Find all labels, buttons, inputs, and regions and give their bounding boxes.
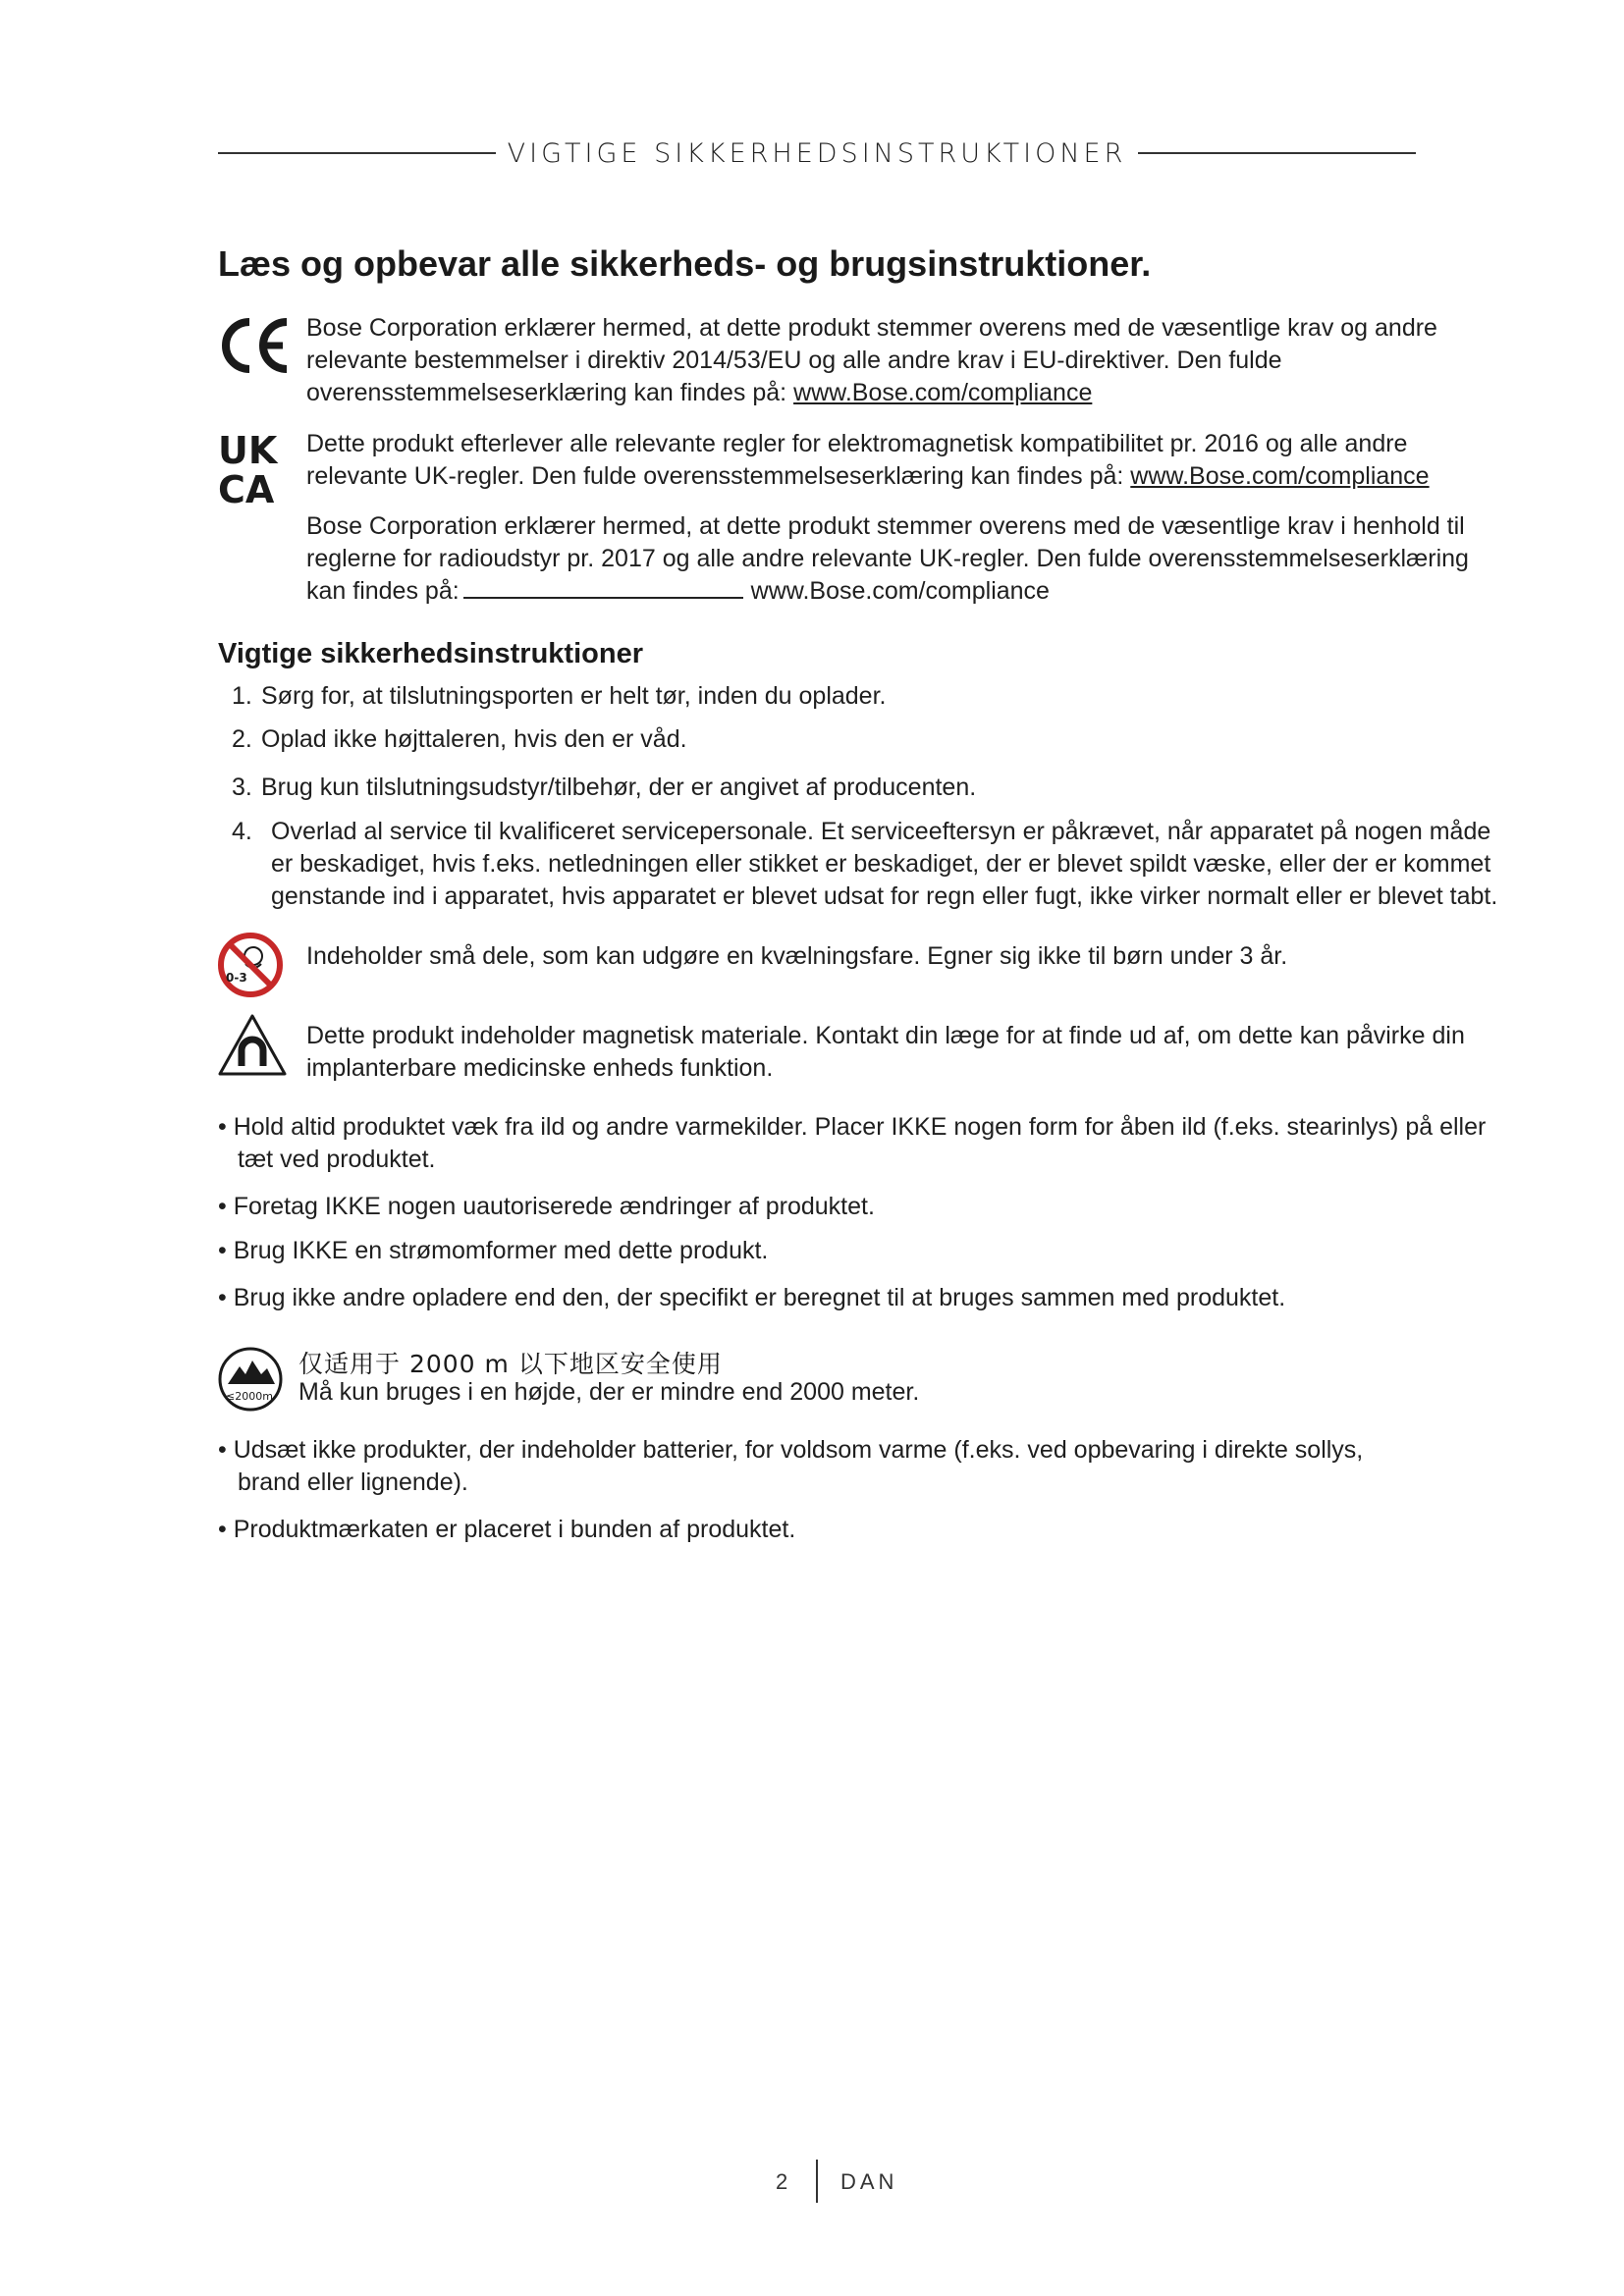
page-number: 2 <box>776 2169 788 2194</box>
ce-mark-icon <box>218 316 291 375</box>
ukca-mark-icon <box>218 430 291 505</box>
main-heading: Læs og opbevar alle sikkerheds- og brugsinstruktioner. <box>218 243 1152 284</box>
item-number: 4. <box>232 818 252 845</box>
item-text: Overlad al service til kvalificeret servicepersonale. Et serviceeftersyn er påkrævet, når apparatet på nogen måde <box>271 818 1491 845</box>
item-number: 3. <box>232 774 252 801</box>
ce-declaration <box>306 312 1437 409</box>
ukca-icon-top-text: UK <box>218 430 278 472</box>
ukca-line-2-text: relevante UK-regler. Den fulde overensstemmelseserklæring kan findes på: <box>306 462 1131 490</box>
ukca-line-1: Dette produkt efterlever alle relevante regler for elektromagnetisk kompatibilitet pr. 2016 og alle andre <box>306 430 1408 457</box>
magnet-line-2: implanterbare medicinske enheds funktion. <box>306 1054 774 1082</box>
bullet-text: Udsæt ikke produkter, der indeholder batterier, for voldsom varme (f.eks. ved opbevaring i direkte sollys, <box>233 1436 1364 1464</box>
bullet-item-3 <box>218 1235 768 1267</box>
safety-heading: Vigtige sikkerhedsinstruktioner <box>218 638 643 669</box>
bullet-item-5 <box>218 1434 1363 1499</box>
bullet-text: Foretag IKKE nogen uautoriserede ændringer af produktet. <box>233 1193 875 1220</box>
choking-hazard-icon <box>216 931 285 999</box>
item-number: 1. <box>232 682 252 710</box>
blank-line <box>463 577 743 599</box>
bullet-item-4 <box>218 1282 1285 1314</box>
altitude-icon-label: ≤2000m <box>226 1390 273 1403</box>
bullet-icon: • <box>218 1284 227 1311</box>
ce-compliance-link[interactable]: www.Bose.com/compliance <box>793 379 1093 406</box>
bullet-5-line-2: brand eller lignende). <box>238 1468 468 1496</box>
item-number: 2. <box>232 725 252 753</box>
ukca-p2-line-2: reglerne for radioudstyr pr. 2017 og alle andre relevante UK-regler. Den fulde overensstemmelseserklæring <box>306 545 1469 572</box>
numbered-item-2 <box>232 723 687 756</box>
magnet-line-1: Dette produkt indeholder magnetisk materiale. Kontakt din læge for at finde ud af, om dette kan påvirke din <box>306 1022 1465 1049</box>
ukca-compliance-link[interactable]: www.Bose.com/compliance <box>1130 462 1430 490</box>
numbered-item-1 <box>232 680 886 713</box>
footer-divider <box>816 2160 818 2203</box>
ukca-p2-line-3-prefix: kan findes på: <box>306 577 460 605</box>
altitude-text: Må kun bruges i en højde, der er mindre end 2000 meter. <box>298 1378 920 1406</box>
choking-icon-label: 0-3 <box>226 971 247 985</box>
ce-line-1: Bose Corporation erklærer hermed, at dette produkt stemmer overens med de væsentlige krav og andre <box>306 314 1437 342</box>
item-text: Sørg for, at tilslutningsporten er helt tør, inden du oplader. <box>261 682 887 710</box>
header-rule-right <box>1138 152 1416 154</box>
item-4-line-1 <box>232 816 1497 848</box>
altitude-2000m-icon <box>216 1345 285 1414</box>
ukca-icon-bottom-text: CA <box>218 468 275 505</box>
ce-line-3 <box>306 377 1437 409</box>
item-text: Oplad ikke højttaleren, hvis den er våd. <box>261 725 687 753</box>
item-text: Brug kun tilslutningsudstyr/tilbehør, der er angivet af producenten. <box>261 774 977 801</box>
numbered-item-3 <box>232 772 976 804</box>
header-rule-left <box>218 152 496 154</box>
bullet-icon: • <box>218 1113 227 1141</box>
page-header <box>218 133 1416 173</box>
magnet-text <box>306 1020 1465 1085</box>
item-4-line-3: genstande ind i apparatet, hvis apparatet er blevet udsat for regn eller fugt, ikke virker normalt eller er blevet tabt. <box>271 882 1498 910</box>
bullet-icon: • <box>218 1516 227 1543</box>
bullet-text: Hold altid produktet væk fra ild og andre varmekilder. Placer IKKE nogen form for åben ild (f.eks. stearinlys) på eller <box>233 1113 1487 1141</box>
bullet-5-line-1 <box>218 1434 1363 1467</box>
ce-line-2: relevante bestemmelser i direktiv 2014/53/EU og alle andre krav i EU-direktiver. Den fulde <box>306 347 1282 374</box>
ukca-emc-declaration <box>306 428 1430 493</box>
ce-line-3-text: overensstemmelseserklæring kan findes på: <box>306 379 794 406</box>
header-title: VIGTIGE SIKKERHEDSINSTRUKTIONER <box>507 137 1127 169</box>
bullet-item-6 <box>218 1514 795 1546</box>
item-4-line-2: er beskadiget, hvis f.eks. netledningen eller stikket er beskadiget, der er blevet spildt væske, eller der er kommet <box>271 850 1491 878</box>
bullet-item-1 <box>218 1111 1486 1176</box>
altitude-cjk-text: 仅适用于 2000 m 以下地区安全使用 <box>298 1350 723 1378</box>
bullet-icon: • <box>218 1436 227 1464</box>
bullet-text: Produktmærkaten er placeret i bunden af produktet. <box>233 1516 796 1543</box>
bullet-icon: • <box>218 1237 227 1264</box>
bullet-item-2 <box>218 1191 875 1223</box>
choking-text: Indeholder små dele, som kan udgøre en kvælningsfare. Egner sig ikke til børn under 3 år. <box>306 942 1288 970</box>
ukca-p2-line-1: Bose Corporation erklærer hermed, at dette produkt stemmer overens med de væsentlige krav i henhold til <box>306 512 1465 540</box>
magnet-warning-icon <box>216 1011 289 1080</box>
bullet-text: Brug ikke andre opladere end den, der specifikt er beregnet til at bruges sammen med produktet. <box>233 1284 1286 1311</box>
bullet-1-line-2: tæt ved produktet. <box>238 1146 436 1173</box>
ukca-line-2 <box>306 460 1430 493</box>
ukca-p2-line-3-suffix: www.Bose.com/compliance <box>750 577 1050 605</box>
bullet-1-line-1 <box>218 1111 1486 1144</box>
language-code: DAN <box>840 2169 898 2194</box>
ukca-p2-line-3 <box>306 575 1469 608</box>
bullet-text: Brug IKKE en strømomformer med dette produkt. <box>233 1237 769 1264</box>
bullet-icon: • <box>218 1193 227 1220</box>
ukca-radio-declaration <box>306 510 1469 608</box>
numbered-item-4 <box>232 816 1497 913</box>
